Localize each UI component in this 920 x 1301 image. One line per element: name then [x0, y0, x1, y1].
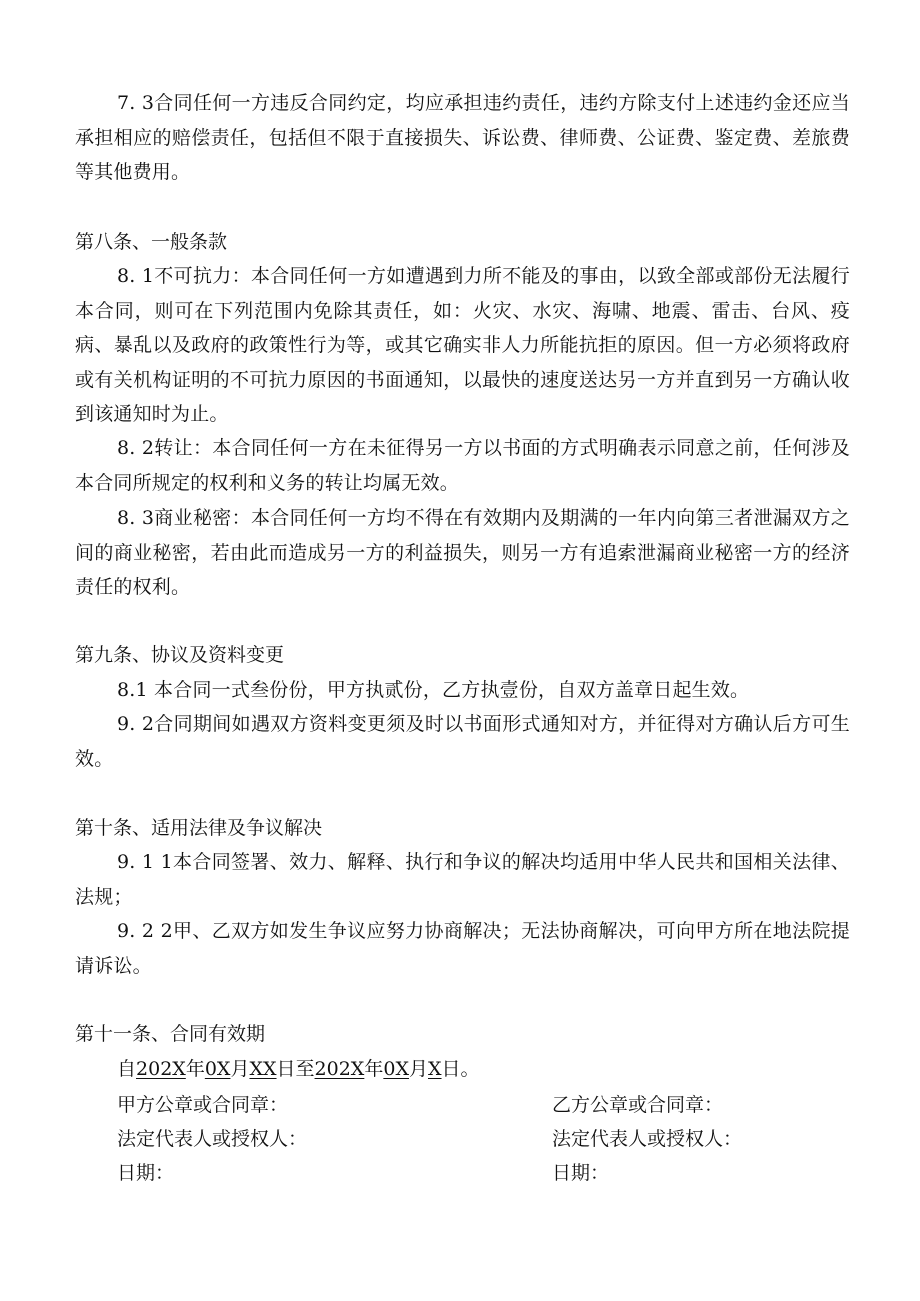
clause-7-3: 7. 3合同任何一方违反合同约定，均应承担违约责任，违约方除支付上述违约金还应当承担相应的赔偿责任，包括但不限于直接损失、诉讼费、律师费、公证费、鉴定费、差旅费等其他费用。 [75, 92, 850, 184]
party-b-date-label: 日期： [552, 1162, 610, 1184]
end-day: X [428, 1058, 442, 1080]
article-9-heading: 第九条、协议及资料变更 [75, 644, 285, 666]
article-11-heading: 第十一条、合同有效期 [75, 1023, 266, 1045]
clause-9-2: 9. 2合同期间如遇双方资料变更须及时以书面形式通知对方，并征得对方确认后方可生效。 [75, 713, 850, 770]
clause-10-2: 9. 2 2甲、乙双方如发生争议应努力协商解决；无法协商解决，可向甲方所在地法院提请诉讼。 [75, 920, 850, 977]
start-year: 202X [136, 1058, 186, 1080]
clause-8-1: 8. 1不可抗力：本合同任何一方如遭遇到力所不能及的事由，以致全部或部份无法履行本合同，则可在下列范围内免除其责任，如：火灾、水灾、海啸、地震、雷击、台风、疫病、暴乱以及政府的政策性行为等，或其它确实非人力所能抗拒的原因。但一方必须将政府或有关机构证明的不可抗力原因的书面通知，以最快的速度送达另一方并直到另一方确认收到该通知时为止。 [75, 265, 850, 426]
clause-8-3: 8. 3商业秘密：本合同任何一方均不得在有效期内及期满的一年内向第三者泄漏双方之间的商业秘密，若由此而造成另一方的利益损失，则另一方有追索泄漏商业秘密一方的经济责任的权利。 [75, 507, 850, 599]
validity-period: 自202X年0X月XX日至202X年0X月X日。 [117, 1058, 480, 1080]
clause-10-1: 9. 1 1本合同签署、效力、解释、执行和争议的解决均适用中华人民共和国相关法律、法规； [75, 851, 850, 908]
party-b-rep-label: 法定代表人或授权人： [552, 1128, 743, 1150]
clause-9-1: 8.1 本合同一式叁份份，甲方执贰份，乙方执壹份，自双方盖章日起生效。 [117, 679, 750, 701]
party-b-seal-label: 乙方公章或合同章： [552, 1094, 724, 1116]
end-month: 0X [383, 1058, 409, 1080]
party-a-date-label: 日期： [117, 1162, 175, 1184]
clause-8-2: 8. 2转让：本合同任何一方在未征得另一方以书面的方式明确表示同意之前，任何涉及本合同所规定的权利和义务的转让均属无效。 [75, 437, 850, 494]
start-day: XX [249, 1058, 277, 1080]
party-a-rep-label: 法定代表人或授权人： [117, 1128, 308, 1150]
article-10-heading: 第十条、适用法律及争议解决 [75, 817, 323, 839]
start-month: 0X [204, 1058, 231, 1080]
party-a-seal-label: 甲方公章或合同章： [117, 1094, 289, 1116]
end-year: 202X [314, 1058, 365, 1080]
article-8-heading: 第八条、一般条款 [75, 231, 228, 253]
